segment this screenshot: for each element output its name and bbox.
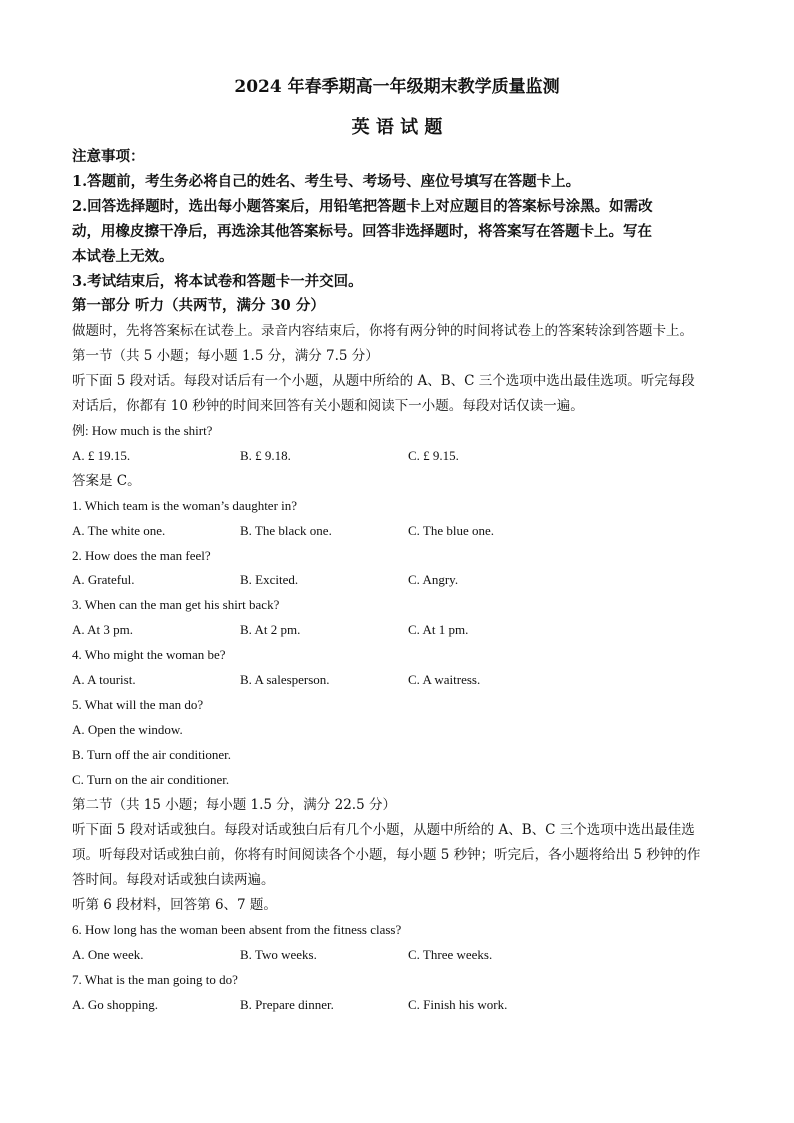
question-5-option-a: A. Open the window. <box>72 722 183 737</box>
notice-item-1: 1.答题前，考生务必将自己的姓名、考生号、考场号、座位号填写在答题卡上。 <box>72 173 581 190</box>
question-3-option-b: B. At 2 pm. <box>240 622 301 637</box>
section2-heading: 第二节（共 15 小题；每小题 1.5 分，满分 22.5 分） <box>72 797 396 813</box>
section2-instructions-line-3: 答时间。每段对话或独白读两遍。 <box>72 872 275 888</box>
question-5-option-c: C. Turn on the air conditioner. <box>72 772 230 787</box>
question-1: 1. Which team is the woman’s daughter in? <box>72 498 298 513</box>
example-option-a: A. £ 19.15. <box>72 448 131 463</box>
question-4-option-b: B. A salesperson. <box>240 672 330 687</box>
material-6-label: 听第 6 段材料，回答第 6、7 题。 <box>72 897 277 913</box>
question-1-option-a: A. The white one. <box>72 523 166 538</box>
question-7: 7. What is the man going to do? <box>72 972 238 987</box>
question-2-option-a: A. Grateful. <box>72 572 135 587</box>
exam-subject-title: 英 语 试 题 <box>351 117 443 138</box>
example-option-b: B. £ 9.18. <box>240 448 291 463</box>
question-3: 3. When can the man get his shirt back? <box>72 597 280 612</box>
question-2: 2. How does the man feel? <box>72 548 211 563</box>
question-6: 6. How long has the woman been absent from the fitness class? <box>72 922 402 937</box>
question-5: 5. What will the man do? <box>72 697 204 712</box>
part1-intro: 做题时，先将答案标在试卷上。录音内容结束后，你将有两分钟的时间将试卷上的答案转涂到答题卡上。 <box>72 323 693 339</box>
example-answer: 答案是 C。 <box>72 473 141 489</box>
question-4-option-a: A. A tourist. <box>72 672 136 687</box>
section1-instructions-line-2: 对话后，你都有 10 秒钟的时间来回答有关小题和阅读下一小题。每段对话仅读一遍。 <box>72 398 584 414</box>
notice-heading: 注意事项： <box>72 148 145 165</box>
notice-item-3: 3.考试结束后，将本试卷和答题卡一并交回。 <box>72 273 363 290</box>
question-7-option-a: A. Go shopping. <box>72 997 158 1012</box>
exam-title: 2024 年春季期高一年级期末教学质量监测 <box>234 77 560 97</box>
section2-instructions-line-2: 项。听每段对话或独白前，你将有时间阅读各个小题，每小题 5 秒钟；听完后，各小题将给出 5 秒钟的作 <box>72 847 701 863</box>
question-2-option-c: C. Angry. <box>408 572 459 587</box>
notice-item-2-line-2: 动，用橡皮擦干净后，再选涂其他答案标号。回答非选择题时，将答案写在答题卡上。写在 <box>72 223 652 240</box>
part1-heading: 第一部分 听力（共两节，满分 30 分） <box>72 297 325 314</box>
notice-item-2-line-3: 本试卷上无效。 <box>72 248 174 265</box>
question-7-option-c: C. Finish his work. <box>408 997 508 1012</box>
notice-item-2-line-1: 2.回答选择题时，选出每小题答案后，用铅笔把答题卡上对应题目的答案标号涂黑。如需改 <box>72 198 653 215</box>
question-2-option-b: B. Excited. <box>240 572 299 587</box>
question-4: 4. Who might the woman be? <box>72 647 226 662</box>
question-7-option-b: B. Prepare dinner. <box>240 997 334 1012</box>
question-3-option-c: C. At 1 pm. <box>408 622 469 637</box>
section2-instructions-line-1: 听下面 5 段对话或独白。每段对话或独白后有几个小题，从题中所给的 A、B、C 三个选项中选出最佳选 <box>72 822 695 838</box>
question-6-option-b: B. Two weeks. <box>240 947 317 962</box>
question-1-option-b: B. The black one. <box>240 523 332 538</box>
section1-heading: 第一节（共 5 小题；每小题 1.5 分，满分 7.5 分） <box>72 348 379 364</box>
example-option-c: C. £ 9.15. <box>408 448 459 463</box>
question-6-option-a: A. One week. <box>72 947 144 962</box>
question-5-option-b: B. Turn off the air conditioner. <box>72 747 232 762</box>
question-1-option-c: C. The blue one. <box>408 523 495 538</box>
example-question: 例: How much is the shirt? <box>72 423 213 438</box>
section1-instructions-line-1: 听下面 5 段对话。每段对话后有一个小题，从题中所给的 A、B、C 三个选项中选出最佳选项。听完每段 <box>72 373 695 389</box>
question-3-option-a: A. At 3 pm. <box>72 622 134 637</box>
question-4-option-c: C. A waitress. <box>408 672 481 687</box>
question-6-option-c: C. Three weeks. <box>408 947 493 962</box>
